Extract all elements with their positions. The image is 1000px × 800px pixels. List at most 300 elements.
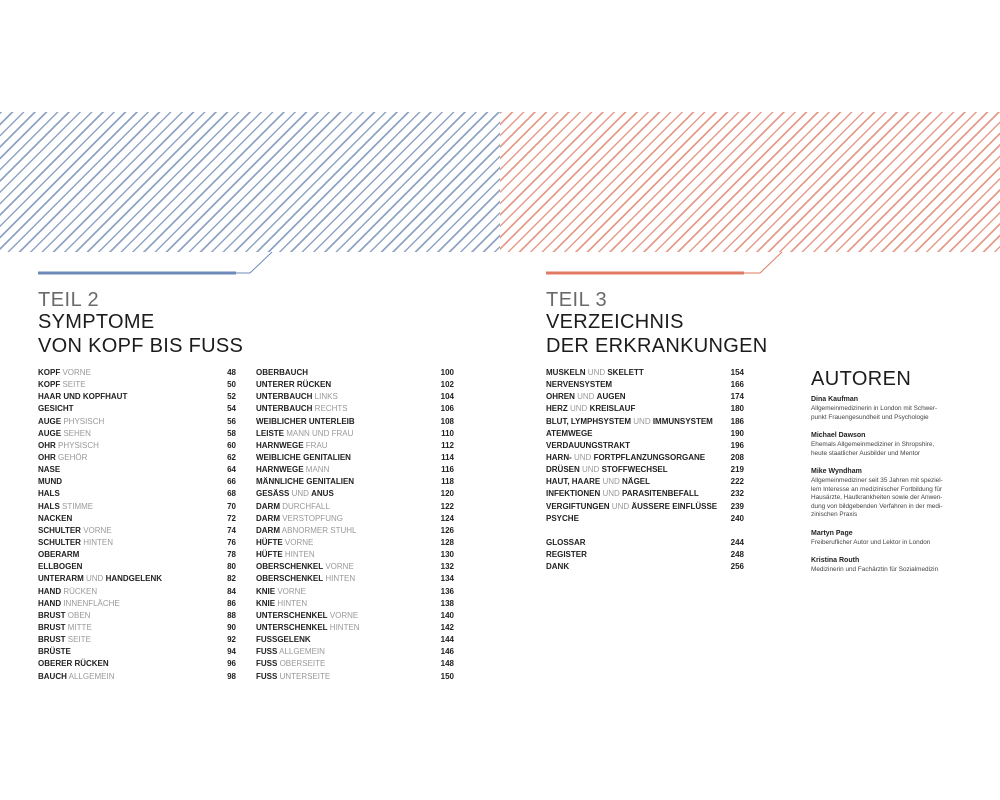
teil3-title-line1: VERZEICHNIS [546,311,684,333]
toc-entry-qualifier: VERSTOPFUNG [280,513,343,523]
toc-entry-page: 118 [441,477,454,487]
toc-entry-title [546,549,587,561]
autoren-heading: AUTOREN [811,368,912,390]
toc-entry-main: UNTERARM [38,574,84,584]
toc-entry-title [256,549,315,561]
toc-entry[interactable] [256,464,454,476]
toc-entry-page: 96 [227,659,236,669]
toc-entry-title [38,561,82,573]
toc-entry-title [256,525,356,537]
blue-hatch-band [0,112,500,252]
toc-entry-page: 180 [730,404,744,414]
author-description-line: Hausärzte, Hautkrankheiten sowie der Anwen- [811,494,943,501]
toc-entry-qualifier: OBERSEITE [277,659,326,669]
toc-entry[interactable] [38,561,236,573]
toc-entry-main: FUSS [256,647,278,657]
toc-entry[interactable] [38,440,236,452]
toc-entry[interactable] [38,622,236,634]
toc-entry-main: HÜFTE [256,550,283,560]
author-name: Kristina Routh [811,557,860,564]
toc-entry[interactable] [256,403,454,415]
toc-entry-main: HÜFTE [256,537,283,547]
toc-entry-main: HAUT, HAARE [546,477,601,487]
toc-entry-qualifier: FRAU [303,440,328,450]
toc-entry-page: 138 [440,598,454,608]
toc-entry-title [256,464,329,476]
toc-entry-title [256,586,306,598]
toc-entry[interactable] [38,367,236,379]
author-name: Dina Kaufman [811,396,859,403]
toc-entry-page: 146 [440,647,454,657]
red-hatch-band [500,112,1000,252]
toc-entry-title [38,416,104,428]
toc-entry-main: OHREN [546,392,575,402]
toc-entry-main: KOPF [38,380,61,390]
toc-entry-main: BRUST [38,610,66,620]
toc-entry-page: 78 [227,550,236,560]
toc-entry-title [546,379,612,391]
toc-entry-title [256,671,330,683]
author-description-line: Allgemeinmediziner seit 35 Jahren mit speziel- [811,477,943,484]
toc-entry-main: DARM [256,525,280,535]
toc-entry-main: HERZ [546,404,568,414]
toc-entry-main: GLOSSAR [546,537,586,547]
toc-entry-main-2: NÄGEL [622,477,651,487]
toc-entry-qualifier: UND [631,416,653,426]
toc-entry[interactable] [546,476,744,488]
toc-entry-title [38,537,113,549]
toc-entry[interactable] [38,488,236,500]
toc-entry-page: 222 [730,477,744,487]
toc-entry-main: MUND [38,477,62,487]
toc-entry-qualifier: VORNE [282,537,314,547]
toc-entry[interactable] [256,367,454,379]
teil3-title [546,310,768,358]
toc-entry[interactable] [256,598,454,610]
toc-entry[interactable] [546,537,744,549]
toc-entry-qualifier: PHYSISCH [61,416,105,426]
toc-entry-title [38,525,112,537]
toc-entry-qualifier: UND [289,489,312,499]
toc-entry-qualifier: UNTERSEITE [277,671,331,681]
toc-entry-title [38,501,93,513]
toc-entry-page: 248 [730,549,744,559]
toc-entry-page: 130 [440,550,454,560]
toc-entry-main: KNIE [256,586,276,596]
toc-entry-main-2: IMMUNSYSTEM [652,416,713,426]
toc-entry-title [38,598,120,610]
toc-entry-main: UNTERBAUCH [256,392,313,402]
toc-entry-main: HAAR UND KOPFHAUT [38,392,128,402]
toc-entry-title [38,573,162,585]
toc-entry-title [546,501,717,513]
toc-entry-page: 114 [441,452,454,462]
toc-entry-page: 88 [227,610,236,620]
toc-entry-title [546,537,586,549]
toc-entry[interactable] [256,452,454,464]
toc-entry-page: 68 [227,489,236,499]
toc-entry-title [38,391,127,403]
toc-entry-page: 219 [730,465,744,475]
toc-entry-page: 126 [440,525,454,535]
toc-entry-page: 124 [440,513,454,523]
author-description-line: Allgemeinmedizinerin in London mit Schwer- [811,405,938,412]
author-description-line: punkt Frauengesundheit und Psychologie [811,413,929,421]
author-entry [811,431,961,458]
toc-entry-main: BRUST [38,635,66,645]
toc-entry[interactable] [256,561,454,573]
toc-entry-main: ATEMWEGE [546,428,593,438]
toc-entry-page: 66 [227,477,236,487]
toc-entry-page: 174 [730,392,744,402]
toc-entry[interactable] [546,549,744,561]
toc-entry-page: 92 [227,635,236,645]
toc-entry-title [256,622,360,634]
toc-entry-page: 256 [730,562,744,572]
toc-entry-page: 132 [440,562,454,572]
toc-entry-main-2: SKELETT [607,368,644,377]
toc-entry-title [546,452,705,464]
toc-entry[interactable] [38,403,236,415]
author-entry [811,395,961,422]
toc-entry-page: 74 [227,525,236,535]
toc-entry-main: HAND [38,598,62,608]
toc-entry[interactable] [38,525,236,537]
toc-entry[interactable] [256,549,454,561]
toc-entry-title [38,452,87,464]
toc-entry-title [256,646,325,658]
toc-entry-page: 104 [440,392,454,402]
toc-entry-qualifier: HINTEN [80,537,113,547]
toc-entry[interactable] [256,658,454,670]
toc-entry-title [38,367,91,379]
author-description-line: Freiberuflicher Autor und Lektor in London [811,538,931,546]
toc-entry-page: 142 [440,622,454,632]
author-description-line: zinischen Praxis [811,511,858,518]
toc-entry[interactable] [256,671,454,683]
toc-entry[interactable] [256,416,454,428]
toc-entry-main-2: PARASITENBEFALL [622,489,699,499]
toc-column-3 [546,367,744,573]
toc-entry-page: 232 [730,489,744,499]
toc-entry-qualifier: UND [574,392,597,402]
toc-entry-page: 62 [227,452,236,462]
toc-entry-qualifier: HINTEN [275,598,308,608]
toc-entry[interactable] [38,586,236,598]
author-description-line: Medizinerin und Fachärztin für Sozialmedizin [811,566,939,573]
toc-entry[interactable] [256,622,454,634]
toc-entry-qualifier: UND [571,452,594,462]
toc-entry[interactable] [256,537,454,549]
toc-entry-main: AUGE [38,416,62,426]
toc-entry[interactable] [38,501,236,513]
toc-entry-title [546,464,668,476]
toc-entry-title [38,658,109,670]
toc-entry-qualifier: STIMME [59,501,94,511]
toc-entry-main-2: KREISLAUF [589,404,636,414]
toc-entry[interactable] [38,549,236,561]
toc-entry[interactable] [546,561,744,573]
toc-entry[interactable] [256,586,454,598]
toc-entry-page: 106 [440,404,454,414]
authors-list [811,395,961,584]
toc-entry-title [38,586,97,598]
toc-entry-main: HALS [38,489,60,499]
toc-entry-qualifier: ALLGEMEIN [66,671,115,681]
toc-entry-title [546,440,630,452]
toc-entry-title [256,367,308,379]
toc-entry-page: 144 [440,635,454,645]
toc-entry-qualifier: LINKS [312,392,338,402]
toc-entry-main: DANK [546,562,570,572]
toc-entry[interactable] [546,452,744,464]
toc-entry-main: UNTERSCHENKEL [256,610,328,620]
toc-entry[interactable] [546,464,744,476]
toc-entry-qualifier: RÜCKEN [61,586,98,596]
toc-entry-title [256,391,338,403]
toc-entry[interactable] [546,403,744,415]
author-description-line: heute staatlicher Ausbilder und Mentor [811,449,921,457]
toc-entry-title [38,403,74,415]
toc-entry-main: HARNWEGE [256,465,304,475]
toc-entry-main: BAUCH [38,671,67,681]
toc-entry-page: 90 [227,622,236,632]
author-name: Martyn Page [811,529,853,537]
toc-entry-title [256,440,328,452]
toc-entry[interactable] [546,428,744,440]
toc-entry-title [38,428,91,440]
toc-entry-main: FUSS [256,659,278,669]
toc-entry-qualifier: INNENFLÄCHE [61,598,120,608]
toc-entry-main: KNIE [256,598,276,608]
toc-entry-main: REGISTER [546,549,587,559]
toc-entry-qualifier: SEITE [60,380,86,390]
toc-entry-main: GESICHT [38,404,74,414]
toc-entry[interactable] [256,634,454,646]
toc-entry-page: 80 [227,562,236,572]
toc-entry-main: FUSS [256,671,278,681]
teil2-title-line2: VON KOPF BIS FUSS [38,335,244,357]
toc-entry-title [256,379,331,391]
toc-entry-qualifier: MANN UND FRAU [284,428,354,438]
toc-entry-page: 64 [227,465,236,475]
toc-entry-main: LEISTE [256,428,285,438]
toc-entry-main: PSYCHE [546,513,579,523]
toc-entry-title [38,622,92,634]
toc-entry-title [256,476,354,488]
toc-entry-qualifier: SEITE [65,635,91,645]
toc-entry-main: KOPF [38,368,61,377]
toc-entry-main: DARM [256,513,280,523]
toc-entry-main-2: HANDGELENK [105,574,163,584]
toc-entry[interactable] [38,452,236,464]
toc-entry-title [546,416,713,428]
toc-entry-main: UNTERER RÜCKEN [256,380,332,390]
toc-entry[interactable] [256,476,454,488]
toc-entry-page: 140 [440,610,454,620]
toc-entry[interactable] [38,671,236,683]
toc-entry[interactable] [38,610,236,622]
toc-entry-main: OBERARM [38,550,80,560]
toc-entry-page: 112 [441,440,454,450]
toc-entry-qualifier: VORNE [60,368,91,377]
toc-entry-title [256,403,348,415]
toc-entry-title [546,367,644,379]
toc-entry-main: BLUT, LYMPHSYSTEM [546,416,632,426]
toc-entry-title [38,646,71,658]
toc-entry-page: 122 [440,501,454,511]
toc-entry[interactable] [546,488,744,500]
toc-entry-title [38,671,114,683]
toc-entry-main-2: ÄUSSERE EINFLÜSSE [631,501,718,511]
toc-entry-page: 56 [227,416,236,426]
toc-entry[interactable] [38,416,236,428]
toc-entry-main: NERVENSYSTEM [546,380,613,390]
toc-entry[interactable] [546,416,744,428]
author-entry [811,529,961,548]
teil3-tab-tick [744,252,782,273]
teil3-title-line2: DER ERKRANKUNGEN [546,335,768,357]
toc-entry-title [546,476,650,488]
toc-entry[interactable] [256,513,454,525]
toc-entry-page: 48 [227,368,236,377]
toc-entry[interactable] [38,598,236,610]
toc-entry-main: WEIBLICHER UNTERLEIB [256,416,355,426]
toc-entry-title [256,634,311,646]
toc-entry[interactable] [38,658,236,670]
toc-entry-qualifier: HINTEN [327,622,360,632]
toc-entry-page: 100 [440,368,454,377]
toc-entry[interactable] [38,464,236,476]
toc-entry[interactable] [256,610,454,622]
toc-entry-main: VERDAUUNGSTRAKT [546,440,630,450]
toc-entry-qualifier: MANN [303,465,330,475]
author-name: Mike Wyndham [811,468,862,475]
toc-entry-page: 196 [730,440,744,450]
toc-entry-page: 70 [227,501,236,511]
toc-entry-page: 108 [440,416,454,426]
toc-entry[interactable] [546,367,744,379]
toc-entry[interactable] [38,513,236,525]
author-description-line: lem Interesse an medizinischer Fortbildung für [811,485,943,493]
toc-entry-main-2: ANUS [311,489,334,499]
toc-entry-qualifier: PHYSISCH [55,440,99,450]
toc-entry-title [38,634,91,646]
toc-entry-main: OBERER RÜCKEN [38,659,109,669]
toc-entry-qualifier: UND [567,404,590,414]
toc-entry[interactable] [256,525,454,537]
author-description-line: Ehemals Allgemeinmediziner in Shropshire, [811,441,935,448]
toc-entry[interactable] [38,379,236,391]
toc-entry-qualifier: MITTE [65,622,92,632]
toc-entry[interactable] [38,646,236,658]
toc-entry-page: 166 [730,380,744,390]
toc-entry-qualifier: UND [585,368,608,377]
toc-entry[interactable] [256,440,454,452]
toc-entry-main: OBERSCHENKEL [256,562,324,572]
toc-entry[interactable] [546,379,744,391]
toc-entry-main: VERGIFTUNGEN [546,501,610,511]
toc-entry-title [256,598,307,610]
toc-entry-page: 150 [440,671,454,681]
toc-entry-page: 134 [440,574,454,584]
toc-entry[interactable] [256,488,454,500]
toc-entry[interactable] [38,391,236,403]
toc-entry-page: 116 [441,465,454,475]
toc-entry-title [256,513,343,525]
toc-entry-qualifier: UND [600,477,623,487]
toc-entry[interactable] [256,573,454,585]
toc-entry-page: 120 [440,489,454,499]
toc-entry-page: 52 [227,392,236,402]
toc-entry-main: BRUST [38,622,66,632]
toc-entry-title [38,464,60,476]
toc-entry-title [256,416,355,428]
toc-entry-page: 94 [227,647,236,657]
toc-entry[interactable] [546,391,744,403]
toc-entry-qualifier: UND [579,465,602,475]
toc-entry[interactable] [256,428,454,440]
toc-entry-qualifier: VORNE [327,610,359,620]
toc-entry-main: OBERSCHENKEL [256,574,324,584]
toc-entry-page: 186 [730,416,744,426]
toc-entry-title [546,391,626,403]
toc-entry-title [38,488,60,500]
toc-entry-main-2: AUGEN [596,392,626,402]
toc-entry[interactable] [256,501,454,513]
toc-entry-page: 82 [227,574,236,584]
toc-entry[interactable] [256,646,454,658]
toc-entry-page: 208 [730,452,744,462]
toc-entry-title [546,561,569,573]
teil2-title [38,310,243,358]
toc-entry[interactable] [38,573,236,585]
toc-entry-title [38,549,79,561]
toc-entry[interactable] [546,513,744,525]
toc-entry[interactable] [38,537,236,549]
toc-entry-qualifier: HINTEN [323,574,356,584]
toc-entry-qualifier: UND [600,489,623,499]
toc-entry-qualifier: UND [83,574,106,584]
toc-entry-title [256,428,353,440]
toc-entry-main: MUSKELN [546,368,586,377]
toc-entry-page: 240 [730,513,744,523]
toc-entry-main-2: STOFFWECHSEL [601,465,668,475]
toc-entry[interactable] [38,428,236,440]
toc-entry-qualifier: RECHTS [312,404,348,414]
toc-entry[interactable] [38,634,236,646]
toc-entry-page: 239 [730,501,744,511]
author-entry [811,556,961,575]
toc-entry[interactable] [546,501,744,513]
toc-entry-title [256,561,354,573]
author-entry [811,467,961,520]
toc-entry-page: 102 [440,380,454,390]
toc-entry-page: 58 [227,428,236,438]
toc-entry[interactable] [546,440,744,452]
toc-entry-title [38,379,86,391]
toc-entry-title [546,403,635,415]
toc-entry-title [256,573,355,585]
toc-entry[interactable] [256,391,454,403]
toc-column-2 [256,367,454,683]
toc-entry-main: DARM [256,501,280,511]
toc-entry[interactable] [38,476,236,488]
toc-entry-page: 54 [227,404,236,414]
toc-entry-title [546,513,579,525]
toc-entry[interactable] [256,379,454,391]
author-name: Michael Dawson [811,432,866,439]
